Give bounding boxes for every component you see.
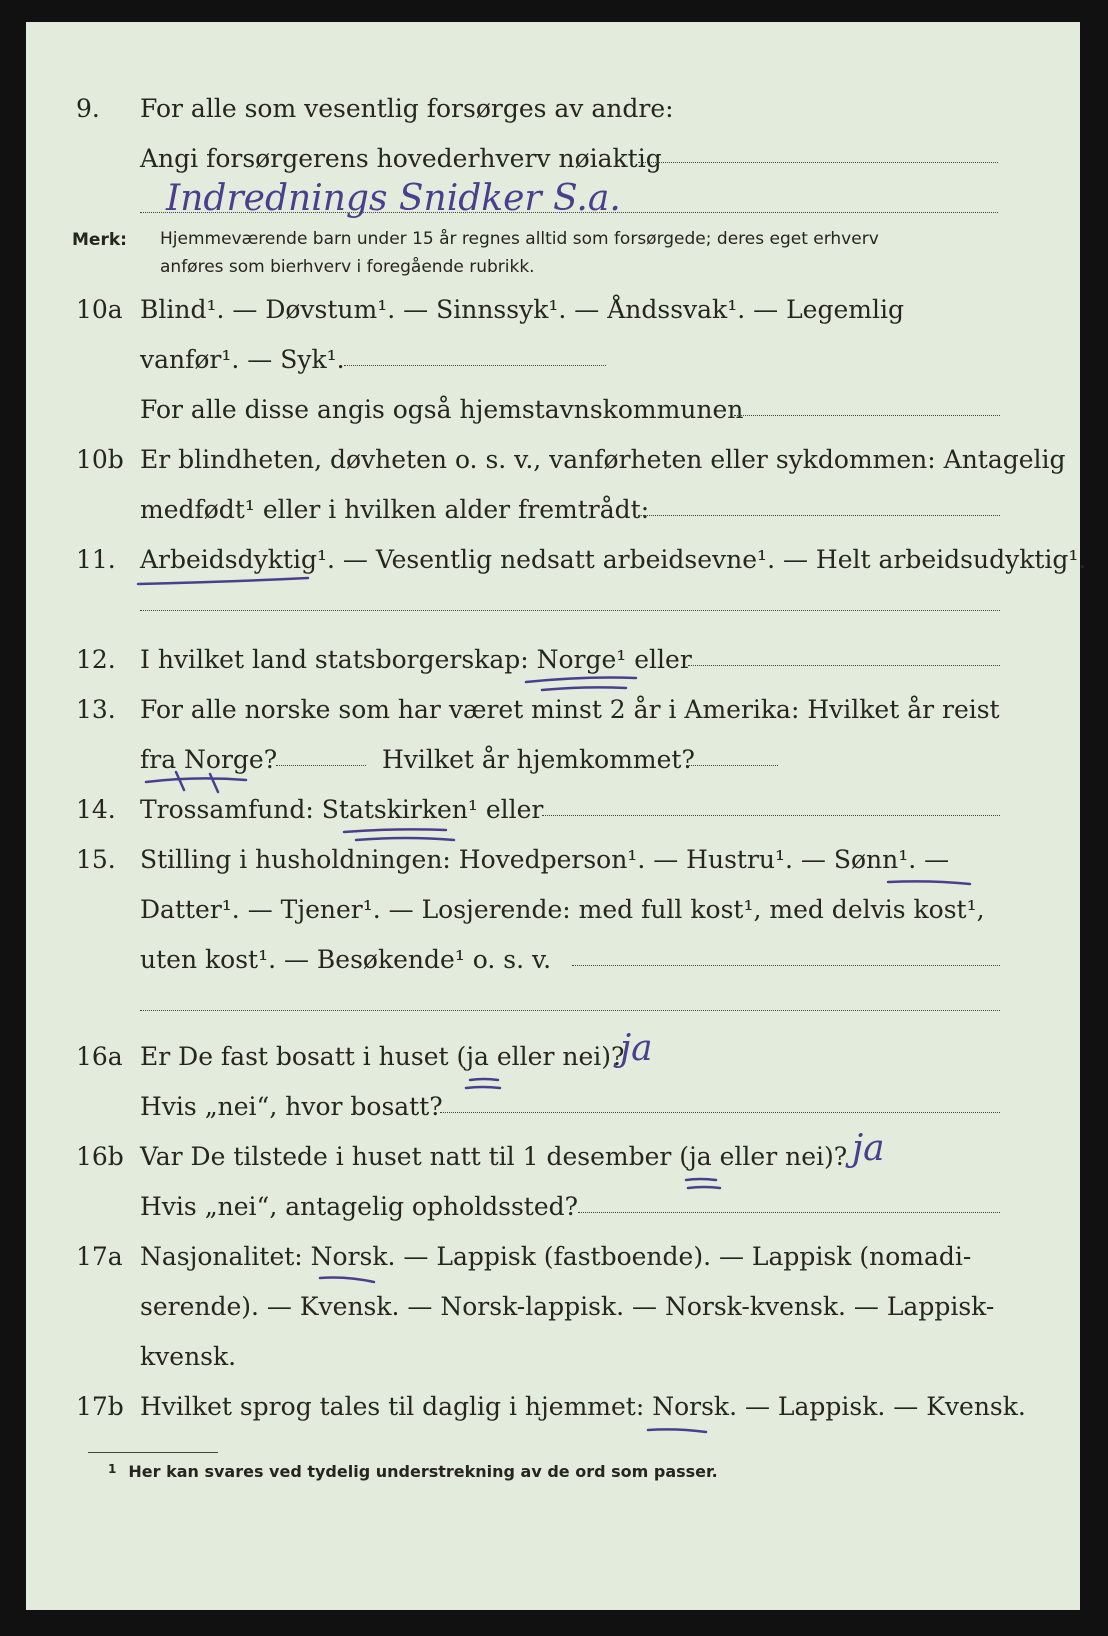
q15-number: 15. (76, 845, 116, 874)
q15-text-3: uten kost¹. — Besøkende¹ o. s. v. (140, 945, 552, 974)
q11-text: Arbeidsdyktig¹. — Vesentlig nedsatt arbeidsevne¹. — Helt arbeidsudyktig¹. (140, 545, 1087, 574)
underline-statskirken (344, 829, 446, 832)
q14-number: 14. (76, 795, 116, 824)
q13-text-2b: Hvilket år hjemkommet? (382, 745, 695, 774)
q16a-text: Er De fast bosatt i huset (ja eller nei)? (140, 1042, 625, 1071)
merk-text-2: anføres som bierhverv i foregående rubrikk. (160, 257, 535, 277)
q12-text: I hvilket land statsborgerskap: Norge¹ eller (140, 645, 692, 674)
q17a-text-3: kvensk. (140, 1342, 237, 1371)
underline-norge (526, 678, 636, 683)
q11-number: 11. (76, 545, 116, 574)
footnote-text: Her kan svares ved tydelig understrekning av de ord som passer. (128, 1462, 718, 1481)
underline-sonn (888, 881, 970, 884)
q12-number: 12. (76, 645, 116, 674)
q10a-number: 10a (76, 295, 123, 324)
q16a-number: 16a (76, 1042, 123, 1071)
merk-label: Merk: (72, 230, 127, 250)
q16b-text-2: Hvis „nei“, antagelig opholdssted? (140, 1192, 579, 1221)
q17a-text-2: serende). — Kvensk. — Norsk-lappisk. — Norsk-kvensk. — Lappisk- (140, 1292, 995, 1321)
q16b-number: 16b (76, 1142, 124, 1171)
underline-ja-16a (466, 1079, 500, 1088)
q10a-text-2: vanfør¹. — Syk¹. (140, 345, 345, 374)
merk-text-1: Hjemmeværende barn under 15 år regnes alltid som forsørgede; deres eget erhverv (160, 229, 879, 249)
q16a-handwritten-answer: ja (620, 1028, 653, 1069)
q17b-text: Hvilket sprog tales til daglig i hjemmet: Norsk. — Lappisk. — Kvensk. (140, 1392, 1026, 1421)
q13-text-2a: fra Norge? (140, 745, 278, 774)
q9-handwritten-answer: Indrednings Snidker S.a. (166, 178, 621, 219)
q10b-number: 10b (76, 445, 124, 474)
q9-text: For alle som vesentlig forsørges av andre: (140, 94, 674, 123)
q15-text-2: Datter¹. — Tjener¹. — Losjerende: med full kost¹, med delvis kost¹, (140, 895, 985, 924)
pen-underline-marks (26, 22, 1080, 1610)
underline-norge-2 (542, 687, 626, 690)
q13-text: For alle norske som har været minst 2 år i Amerika: Hvilket år reist (140, 695, 1000, 724)
underline-norsk-17a (320, 1278, 374, 1283)
underline-arbeidsdyktig (138, 578, 308, 584)
q13-number: 13. (76, 695, 116, 724)
q10b-text-2: medfødt¹ eller i hvilken alder fremtrådt: (140, 495, 650, 524)
q15-text: Stilling i husholdningen: Hovedperson¹. — Hustru¹. — Sønn¹. — (140, 845, 950, 874)
q17a-number: 17a (76, 1242, 123, 1271)
q9-text-2: Angi forsørgerens hovederhverv nøiaktig (140, 144, 662, 173)
q10a-text-3: For alle disse angis også hjemstavnskommunen (140, 395, 744, 424)
underline-norsk-17b (648, 1429, 706, 1432)
footnote-mark: 1 (108, 1462, 117, 1476)
q16a-text-2: Hvis „nei“, hvor bosatt? (140, 1092, 443, 1121)
q16b-text: Var De tilstede i huset natt til 1 desember (ja eller nei)? (140, 1142, 848, 1171)
census-form-page (26, 22, 1087, 1610)
q17b-number: 17b (76, 1392, 124, 1421)
underline-ja-16b (686, 1179, 720, 1188)
q9-number: 9. (76, 94, 100, 123)
q14-text: Trossamfund: Statskirken¹ eller (140, 795, 544, 824)
q16b-handwritten-answer: ja (852, 1128, 885, 1169)
q10b-text: Er blindheten, døvheten o. s. v., vanførheten eller sykdommen: Antagelig (140, 445, 1066, 474)
q10a-text: Blind¹. — Døvstum¹. — Sinnssyk¹. — Åndssvak¹. — Legemlig (140, 295, 904, 324)
q17a-text: Nasjonalitet: Norsk. — Lappisk (fastboende). — Lappisk (nomadi- (140, 1242, 972, 1271)
underline-fra-norge (146, 772, 246, 792)
underline-statskirken-2 (356, 838, 454, 840)
